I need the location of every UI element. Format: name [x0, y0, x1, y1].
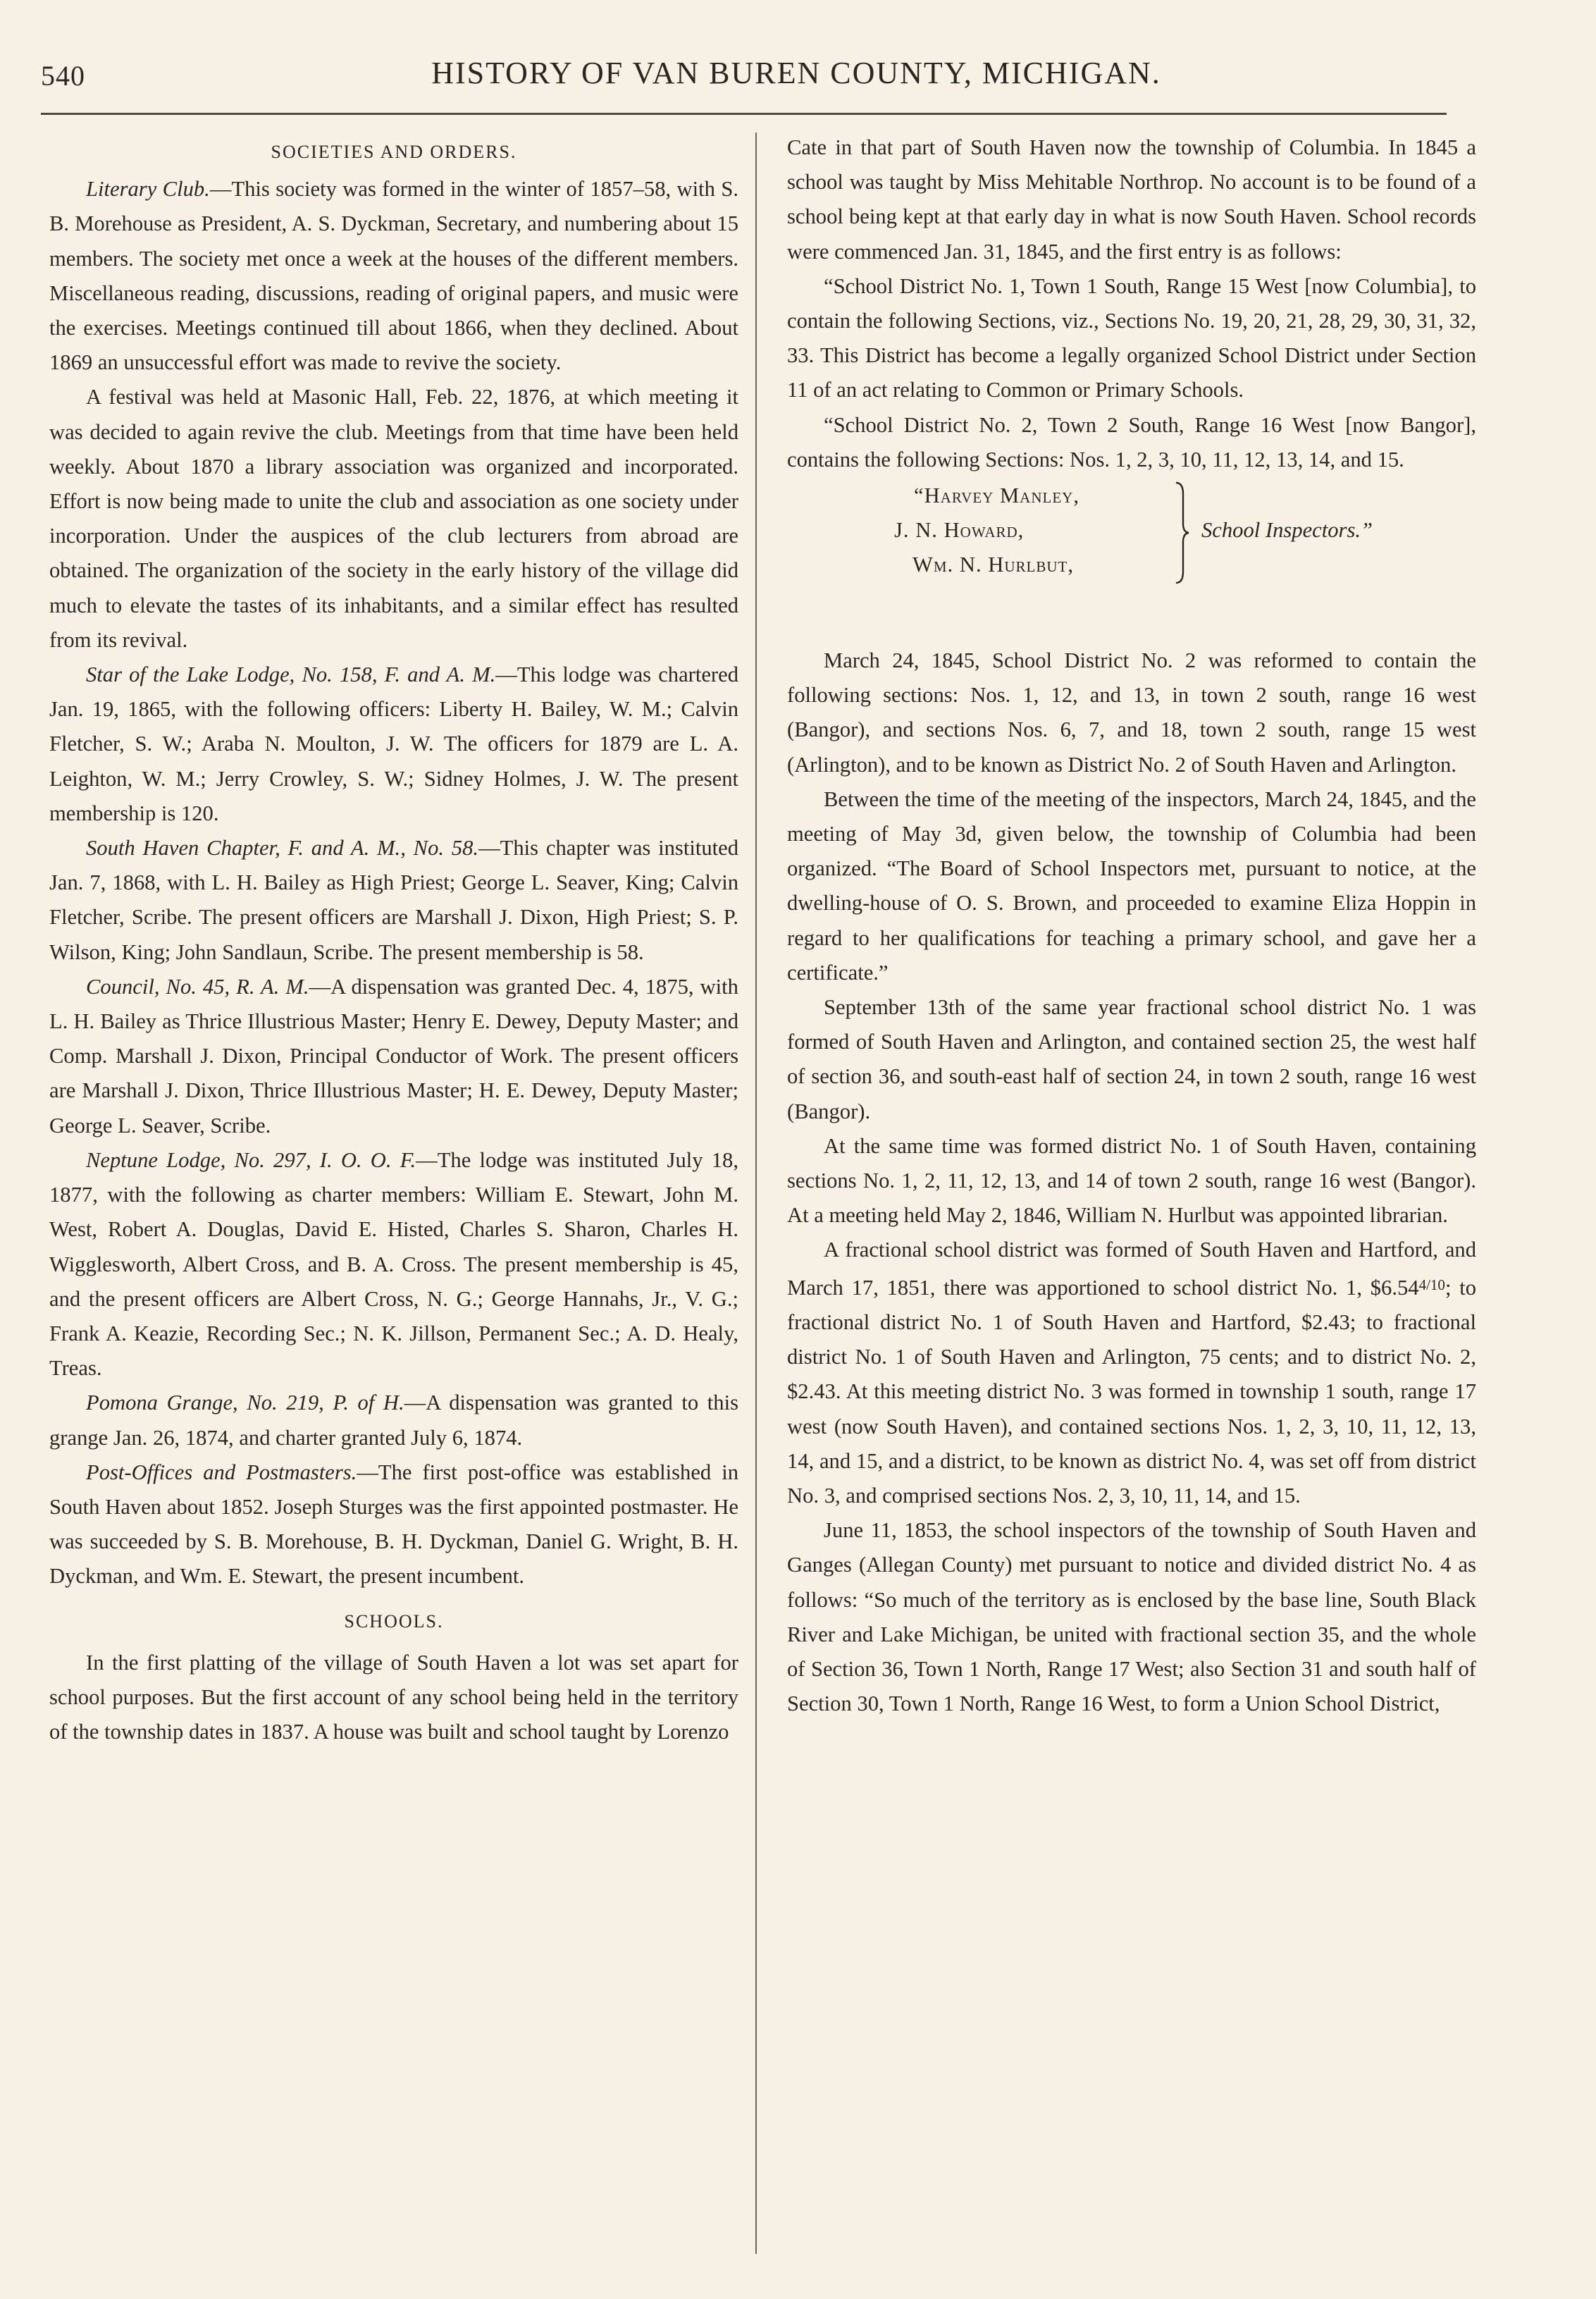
signatory-role: School Inspectors.” — [1201, 518, 1373, 543]
paragraph-fractional-district — [787, 1233, 1476, 1513]
paragraph-star-lodge — [49, 658, 738, 831]
paragraph-same-time: At the same time was formed district No. 1 of South Haven, containing sections No. 1, 2, 11, 12, 13, and 14 of town 2 south, range 16 west (Bangor). At a meeting held May 2, 1846, William N. Hurlbut was appointed librarian. — [787, 1133, 1476, 1228]
paragraph-schools-intro: In the first platting of the village of South Haven a lot was set apart for school purposes. But the first account of any school being held in the territory of the township dates in 1837. A house was built and school taught by Lorenzo — [49, 1650, 738, 1744]
neptune-text: —The lodge was instituted July 18, 1877, with the following as charter members: William E. Stewart, John M. West, Robert A. Douglas, David E. Histed, Charles S. Sharon, Charles H. Wigglesworth, Albert Cross, and B. A. Cross. The present membership is 45, and the present officers are Albert Cross, N. G.; George Hannahs, Jr., V. G.; Frank A. Keazie, Recording Sec.; N. K. Jillson, Permanent Sec.; A. D. Healy, Treas. — [49, 1147, 738, 1381]
signatory-name: “Harvey Manley, — [914, 483, 1080, 508]
post-offices-text: —The first post-office was established in South Haven about 1852. Joseph Sturges was the first appointed postmaster. He was succeeded by S. B. Morehouse, B. H. Dyckman, Daniel G. Wright, B. H. Dyckman, and Wm. E. Stewart, the present incumbent. — [49, 1460, 738, 1589]
paragraph-literary-club — [49, 172, 738, 380]
signatory-name: Wm. N. Hurlbut, — [913, 553, 1074, 577]
chapter-text: —This chapter was instituted Jan. 7, 1868, with L. H. Bailey as High Priest; George L. Seaver, King; Calvin Fletcher, Scribe. The present officers are Marshall J. Dixon, High Priest; S. P. Wilson, King; John Sandlaun, Scribe. The present membership is 58. — [49, 836, 738, 964]
paragraph-between: Between the time of the meeting of the inspectors, March 24, 1845, and the meeting of May 3d, given below, the township of Columbia had been organized. “The Board of School Inspectors met, pursuant to notice, at the dwelling-house of O. S. Brown, and proceeded to examine Eliza Hoppin in regard to her qualifications for teaching a primary school, and gave her a certificate.” — [787, 787, 1476, 985]
fraction: 4/10 — [1418, 1276, 1445, 1293]
signature-block — [787, 479, 1476, 598]
right-column — [787, 130, 1476, 1721]
paragraph-post-offices — [49, 1455, 738, 1594]
literary-club-label: Literary Club. — [86, 177, 210, 202]
pomona-text: —A dispensation was granted to this grange Jan. 26, 1874, and charter granted July 6, 1874. — [49, 1391, 738, 1450]
star-lodge-text: —This lodge was chartered Jan. 19, 1865, with the following officers: Liberty H. Bailey, W. M.; Calvin Fletcher, S. W.; Araba N. Moulton, J. W. The officers for 1879 are L. A. Leighton, W. M.; Jerry Crowley, S. W.; Sidney Holmes, J. W. The present membership is 120. — [49, 662, 739, 825]
right-brace-icon — [1173, 480, 1192, 586]
page-number: 540 — [41, 60, 85, 92]
post-offices-label: Post-Offices and Postmasters. — [86, 1460, 357, 1484]
running-head — [0, 55, 1596, 97]
column-divider — [755, 132, 757, 2254]
paragraph-pomona-grange — [49, 1386, 738, 1455]
running-title: HISTORY OF VAN BUREN COUNTY, MICHIGAN. — [431, 56, 1161, 90]
chapter-label: South Haven Chapter, F. and A. M., No. 58. — [86, 836, 479, 861]
pomona-label: Pomona Grange, No. 219, P. of H. — [86, 1391, 404, 1415]
paragraph-june-11: June 11, 1853, the school inspectors of the township of South Haven and Ganges (Allegan County) met pursuant to notice and divided district No. 4 as follows: “So much of the territory as is enclosed by the base line, South Black River and Lake Michigan, be united with fractional section 35, and the whole of Section 36, Town 1 North, Range 17 West; also Section 31 and south half of Section 30, Town 1 North, Range 16 West, to form a Union School District, — [787, 1518, 1476, 1716]
literary-club-text: —This society was formed in the winter of 1857–58, with S. B. Morehouse as President, A. S. Dyckman, Secretary, and numbering about 15 members. The society met once a week at the houses of the different members. Miscellaneous reading, discussions, reading of original papers, and music were the exercises. Meetings continued till about 1866, when they declined. About 1869 an unsuccessful effort was made to revive the society. — [49, 177, 739, 375]
paragraph-march-24: March 24, 1845, School District No. 2 was reformed to contain the following sections: Nos. 1, 12, and 13, in town 2 south, range 16 west (Bangor), and sections Nos. 6, 7, and 18, town 2 south, range 15 west (Arlington), and to be known as District No. 2 of South Haven and Arlington. — [787, 648, 1476, 777]
header-rule — [41, 113, 1447, 115]
section-heading-societies: SOCIETIES AND ORDERS. — [271, 142, 517, 162]
signatory-name: J. N. Howard, — [894, 518, 1025, 543]
council-text: —A dispensation was granted Dec. 4, 1875, with L. H. Bailey as Thrice Illustrious Master; Henry E. Dewey, Deputy Master; and Comp. Marshall J. Dixon, Principal Conductor of Work. The present officers are Marshall J. Dixon, Thrice Illustrious Master; H. E. Dewey, Deputy Master; George L. Seaver, Scribe. — [49, 974, 738, 1138]
paragraph-september: September 13th of the same year fractional school district No. 1 was formed of South Haven and Arlington, and contained section 25, the west half of section 36, and south-east half of section 24, in town 2 south, range 16 west (Bangor). — [787, 995, 1476, 1123]
paragraph-district-1: “School District No. 1, Town 1 South, Range 15 West [now Columbia], to contain the following Sections, viz., Sections No. 19, 20, 21, 28, 29, 30, 31, 32, 33. This District has become a legally organized School District under Section 11 of an act relating to Common or Primary Schools. — [787, 273, 1476, 402]
council-label: Council, No. 45, R. A. M. — [86, 974, 309, 999]
paragraph-neptune-lodge — [49, 1143, 738, 1386]
paragraph-district-2: “School District No. 2, Town 2 South, Range 16 West [now Bangor], contains the following Sections: Nos. 1, 2, 3, 10, 11, 12, 13, 14, and 15. — [787, 412, 1476, 471]
neptune-label: Neptune Lodge, No. 297, I. O. O. F. — [86, 1147, 416, 1172]
fractional-text-before: A fractional school district was formed of South Haven and Hartford, and March 17, 1851, there was apportioned to school district No. 1, $6.54 — [787, 1238, 1476, 1300]
left-column — [49, 130, 738, 1749]
star-lodge-label: Star of the Lake Lodge, No. 158, F. and A. M. — [86, 662, 496, 687]
paragraph-continuation: Cate in that part of South Haven now the township of Columbia. In 1845 a school was taught by Miss Mehitable Northrop. No account is to be found of a school being kept at that early day in what is now South Haven. School records were commenced Jan. 31, 1845, and the first entry is as follows: — [787, 135, 1476, 264]
paragraph-council — [49, 970, 738, 1143]
paragraph-festival: A festival was held at Masonic Hall, Feb. 22, 1876, at which meeting it was decided to again revive the club. Meetings from that time have been held weekly. About 1870 a library association was organized and incorporated. Effort is now being made to unite the club and association as one society under incorporation. Under the auspices of the club lecturers from abroad are obtained. The organization of the society in the early history of the village did much to elevate the tastes of its inhabitants, and a similar effect has resulted from its revival. — [49, 385, 738, 652]
paragraph-chapter — [49, 831, 738, 970]
fractional-text-after: ; to fractional district No. 1 of South Haven and Hartford, $2.43; to fractional district No. 1 of South Haven and Arlington, 75 cents; and to district No. 2, $2.43. At this meeting district No. 3 was formed in township 1 south, range 17 west (now South Haven), and contained sections Nos. 1, 2, 3, 10, 11, 12, 13, 14, and 15, and a district, to be known as district No. 4, was set off from district No. 3, and comprised sections Nos. 2, 3, 10, 11, 14, and 15. — [787, 1275, 1476, 1508]
section-heading-schools: SCHOOLS. — [344, 1610, 444, 1632]
